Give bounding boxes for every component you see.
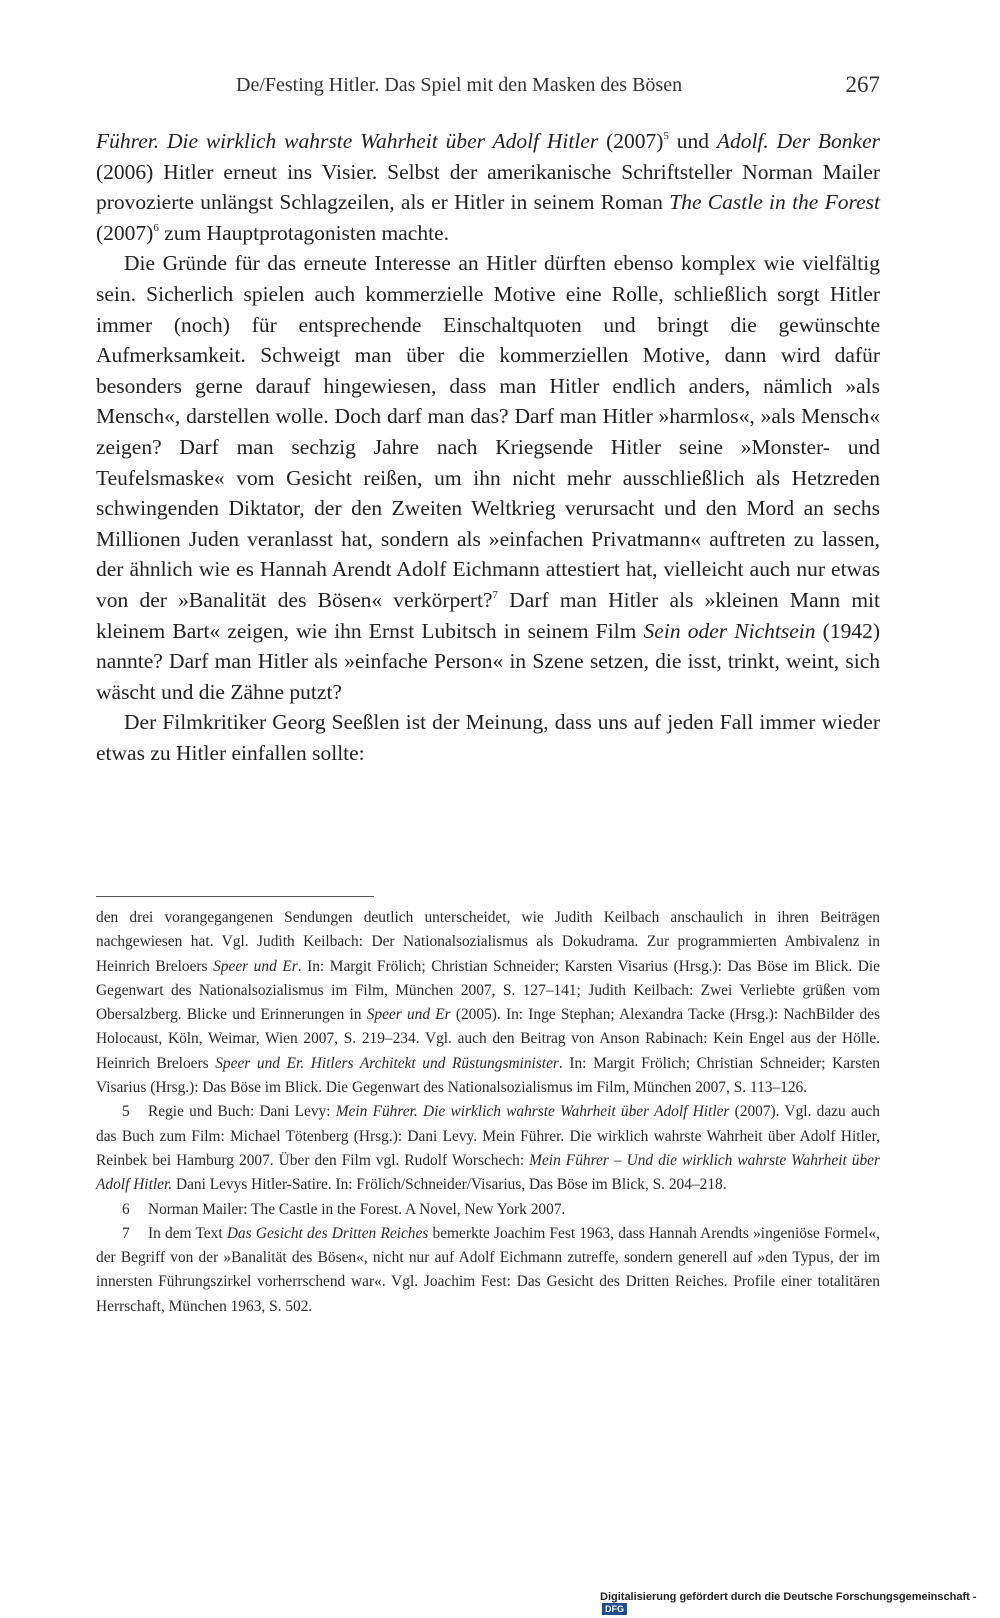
funding-note [600,1591,1000,1615]
footnote-ref-6[interactable]: 6 [153,221,159,234]
footnote-separator [96,896,374,897]
running-header [96,74,880,106]
footnote-number: 5 [122,1103,130,1121]
footnote-7: 7 In dem Text Das Gesicht des Dritten Reiches bemerkte Joachim Fest 1963, dass Hannah Arendts »ingeniöse Formel«, der Begriff von der »Banalität des Bösen«, nicht nur auf Adolf Eichmann zutreffe, sondern generell auf »den Typus, der im innersten Führungszirkel vorherrschend war«. Vgl. Joachim Fest: Das Gesicht des Dritten Reiches. Profile einer totalitären Herrschaft, München 1963, S. 502. [96,1222,880,1319]
paragraph-3: Der Filmkritiker Georg Seeßlen ist der Meinung, dass uns auf jeden Fall immer wieder etwas zu Hitler einfallen sollte: [96,710,880,765]
footnote-6: 6 Norman Mailer: The Castle in the Forest. A Novel, New York 2007. [96,1198,880,1222]
film-title: Adolf. Der Bonker [716,129,880,153]
footnote-5: 5 Regie und Buch: Dani Levy: Mein Führer. Die wirklich wahrste Wahrheit über Adolf Hitler (2007). Vgl. dazu auch das Buch zum Film: Michael Tötenberg (Hrsg.): Dani Levy. Mein Führer. Die wirklich wahrste Wahrheit über Adolf Hitler, Reinbek bei Hamburg 2007. Über den Film vgl. Rudolf Worschech: Mein Führer – Und die wirklich wahrste Wahrheit über Adolf Hitler. Dani Levys Hitler-Satire. In: Frölich/Schneider/Visarius, Das Böse im Blick, S. 204–218. [96,1100,880,1197]
film-title: Sein oder Nichtsein [643,618,816,643]
footnotes [96,906,880,1319]
funding-text: Digitalisierung gefördert durch die Deutsche Forschungsgemeinschaft - [600,1591,977,1603]
footnote-ref-5[interactable]: 5 [663,130,669,142]
dfg-logo: DFG [602,1603,627,1615]
novel-title: The Castle in the Forest [669,190,880,215]
page-number: 267 [845,72,880,97]
footnote-continuation: den drei vorangegangenen Sendungen deutlich unterscheidet, wie Judith Keilbach anschaulich in ihren Beiträgen nachgewiesen hat. Vgl. Judith Keilbach: Der Nationalsozialismus als Dokudrama. Zur programmierten Ambivalenz in Heinrich Breloers Speer und Er. In: Margit Frölich; Christian Schneider; Karsten Visarius (Hrsg.): Das Böse im Blick. Die Gegenwart des Nationalsozialismus im Film, München 2007, S. 127–141; Judith Keilbach: Zwei Verliebte grüßen vom Obersalzberg. Blicke und Erinnerungen in Speer und Er (2005). In: Inge Stephan; Alexandra Tacke (Hrsg.): NachBilder des Holocaust, Köln, Weimar, Wien 2007, S. 219–234. Vgl. auch den Beitrag von Anson Rabinach: Kein Engel aus der Hölle. Heinrich Breloers Speer und Er. Hitlers Architekt und Rüstungsminister. In: Margit Frölich; Christian Schneider; Karsten Visarius (Hrsg.): Das Böse im Blick. Die Gegenwart des Nationalsozialismus im Film, München 2007, S. 113–126. [96,909,881,1097]
paragraph-2: Die Gründe für das erneute Interesse an Hitler dürften ebenso komplex wie vielfältig sein. Sicherlich spielen auch kommerzielle Motive eine Rolle, schließlich sorgt Hitler immer (noch) für entsprechende Einschaltquoten und bringt die gewünschte Aufmerksamkeit. Schweigt man über die kommerziellen Motive, dann wird dafür besonders gerne darauf hingewiesen, dass man Hitler endlich anders, nämlich »als Mensch«, darstellen wolle. Doch darf man das? Darf man Hitler »harmlos«, »als Mensch« zeigen? Darf man sechzig Jahre nach Kriegsende Hitler seine »Monster- und Teufelsmaske« vom Gesicht reißen, um ihn nicht mehr ausschließlich als Hetzreden schwingenden Diktator, der den Zweiten Weltkrieg verursacht und den Mord an sechs Millionen Juden veranlasst hat, sondern als »einfachen Privatmann« auftreten zu lassen, der ähnlich wie es Hannah Arendt Adolf Eichmann attestiert hat, vielleicht auch nur etwas von der »Banalität des Bösen« verkörpert?$^7$ Darf man Hitler als »kleinen Mann mit kleinem Bart« zeigen, wie ihn Ernst Lubitsch in seinem Film Sein oder Nichtsein (1942) nannte? Darf man Hitler als »einfache Person« in Szene setzen, die isst, trinkt, weint, sich wäscht und die Zähne putzt? [96,251,880,704]
footnote-number: 7 [122,1224,130,1242]
running-title: De/Festing Hitler. Das Spiel mit den Masken des Bösen [236,74,683,96]
film-title: Führer. Die wirklich wahrste Wahrheit über Adolf Hitler [96,129,599,153]
paragraph-1: Führer. Die wirklich wahrste Wahrheit über Adolf Hitler $(2007)^5$ und Adolf. Der Bonker (2006) Hitler erneut ins Visier. Selbst der amerikanische Schriftsteller Norman Mailer provozierte unlängst Schlagzeilen, als er Hitler in seinem Roman The Castle in the Forest $(2007)^6$ zum Hauptprotagonisten machte. [96,129,880,245]
footnote-number: 6 [122,1200,130,1218]
footnote-ref-7[interactable]: 7 [492,588,499,601]
body-text [96,126,880,768]
